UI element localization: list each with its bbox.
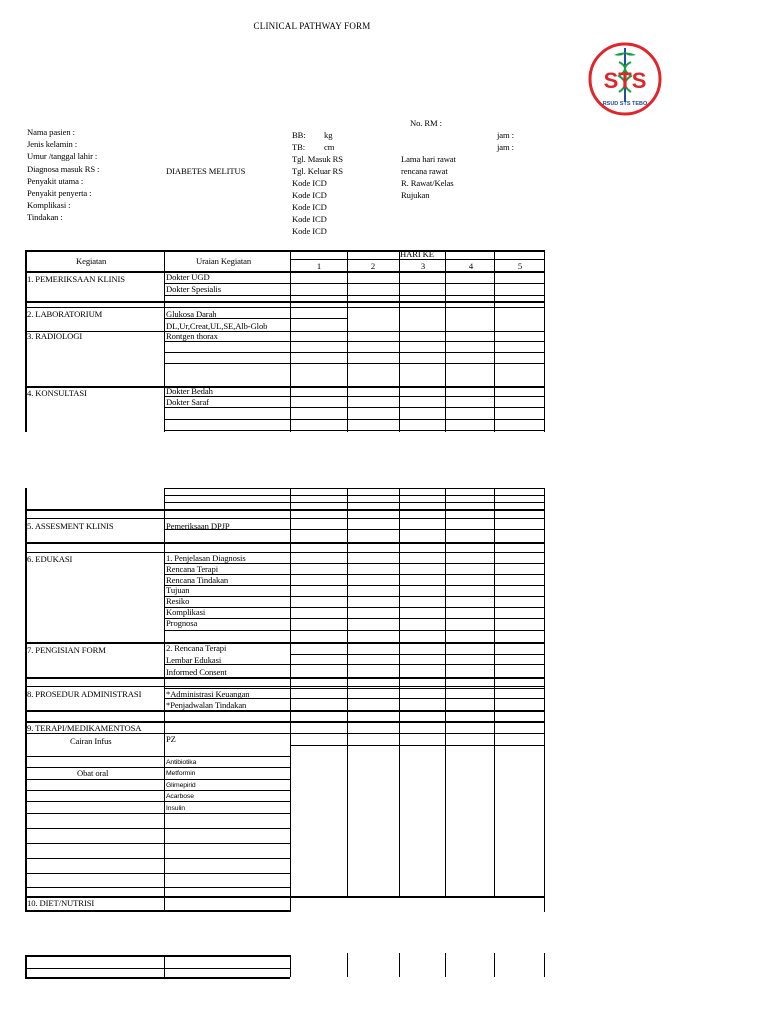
- patient-field-label: Umur /tanggal lahir :: [27, 151, 98, 162]
- item-pemeriksaan-dpjp: Pemeriksaan DPJP: [166, 521, 230, 531]
- grid-line: [25, 386, 544, 388]
- grid-line: [164, 396, 544, 397]
- patient-field-label: Penyakit penyerta :: [27, 188, 92, 198]
- grid-line: [25, 552, 544, 553]
- grid-line: [290, 318, 347, 319]
- diagnosis-value: DIABETES MELITUS: [166, 166, 246, 176]
- jam-label-1: jam :: [497, 130, 514, 140]
- logo-mark: STS: [603, 68, 647, 93]
- grid-line: [25, 977, 290, 979]
- item-dokter-spesialis: Dokter Spesialis: [166, 284, 221, 294]
- grid-line: [494, 488, 495, 896]
- grid-line: [164, 618, 544, 619]
- patient-right-label: Lama hari rawat: [401, 154, 456, 164]
- edukasi-item: 1. Penjelasan Diagnosis: [166, 553, 246, 563]
- day-3: 3: [420, 261, 426, 271]
- label-cairan-infus: Cairan Infus: [70, 736, 112, 746]
- obat-oral-item: Metformin: [166, 770, 196, 778]
- grid-line: [25, 271, 544, 273]
- grid-line: [25, 858, 290, 859]
- patient-field-label: Komplikasi :: [27, 200, 71, 211]
- grid-line: [347, 250, 348, 432]
- bb-unit: kg: [324, 130, 333, 140]
- grid-line: [164, 563, 544, 564]
- edukasi-item: Rencana Tindakan: [166, 574, 229, 585]
- item-glukosa-darah: Glukosa Darah: [166, 309, 217, 319]
- grid-line: [164, 283, 544, 284]
- col-header-uraian: Uraian Kegiatan: [196, 256, 252, 266]
- grid-line: [164, 585, 544, 586]
- grid-line: [164, 596, 544, 597]
- grid-line: [164, 250, 165, 432]
- patient-field-label: Diagnosa masuk RS :: [27, 163, 100, 174]
- grid-line: [25, 518, 544, 519]
- item-dokter-ugd: Dokter UGD: [166, 272, 210, 282]
- section-konsultasi: 4. KONSULTASI: [27, 388, 87, 398]
- section-diet-nutrisi: 10. DIET/NUTRISI: [27, 898, 95, 908]
- grid-line: [290, 745, 544, 746]
- grid-line: [164, 341, 544, 342]
- grid-line: [25, 955, 27, 977]
- edukasi-item: Resiko: [166, 596, 190, 607]
- grid-line: [25, 813, 290, 814]
- form-title: CLINICAL PATHWAY FORM: [253, 21, 371, 31]
- grid-line: [164, 607, 544, 608]
- grid-line: [164, 363, 544, 364]
- edukasi-item: Prognosa: [166, 617, 198, 628]
- grid-line: [164, 488, 544, 489]
- section-radiologi: 3. RADIOLOGI: [27, 331, 83, 341]
- grid-line: [25, 801, 290, 802]
- grid-line: [25, 828, 290, 829]
- obat-oral-item: Antibiotika: [166, 759, 197, 766]
- patient-right-label: Rujukan: [401, 190, 430, 200]
- col-header-hari-ke: HARI KE: [400, 249, 434, 259]
- grid-line: [445, 953, 446, 977]
- grid-line: [25, 779, 290, 780]
- grid-line: [25, 756, 290, 757]
- grid-line: [25, 873, 290, 874]
- grid-line: [25, 542, 544, 544]
- day-4: 4: [468, 261, 474, 271]
- hospital-logo: [588, 42, 662, 116]
- grid-line: [25, 955, 290, 957]
- patient-right-label: rencana rawat: [401, 166, 448, 176]
- grid-line: [445, 250, 446, 432]
- grid-line: [25, 307, 544, 308]
- grid-line: [25, 250, 544, 252]
- patient-field-label: Penyakit utama :: [27, 175, 84, 186]
- grid-line: [25, 790, 290, 791]
- day-5: 5: [517, 261, 523, 271]
- grid-line: [25, 733, 544, 734]
- grid-line: [290, 488, 291, 912]
- patient-mid-label: Kode ICD: [292, 202, 327, 212]
- section-terapi-medikamentosa: 9. TERAPI/MEDIKAMENTOSA: [27, 723, 142, 733]
- grid-line: [347, 488, 348, 896]
- grid-line: [164, 955, 165, 977]
- patient-mid-label: Tgl. Keluar RS: [292, 166, 343, 176]
- day-2: 2: [370, 261, 376, 271]
- grid-line: [25, 686, 544, 687]
- patient-field-label: Nama pasien :: [27, 127, 75, 137]
- jam-label-2: jam :: [497, 142, 514, 152]
- section-laboratorium: 2. LABORATORIUM: [27, 309, 103, 319]
- obat-oral-item: Glimepirid: [166, 781, 196, 789]
- item-rencana-terapi-2: 2. Rencana Terapi: [166, 643, 227, 653]
- day-1: 1: [316, 261, 322, 271]
- section-pengisian-form: 7. PENGISIAN FORM: [27, 645, 106, 655]
- section-prosedur-administrasi: 8. PROSEDUR ADMINISTRASI: [27, 689, 142, 699]
- patient-field-label: Jenis kelamin :: [27, 139, 78, 150]
- grid-line: [25, 488, 27, 912]
- grid-line: [164, 352, 544, 353]
- item-dokter-bedah: Dokter Bedah: [166, 386, 213, 396]
- grid-line: [544, 953, 545, 977]
- grid-line: [164, 630, 544, 631]
- grid-line: [399, 953, 400, 977]
- grid-line: [25, 331, 544, 332]
- edukasi-item: Rencana Terapi: [166, 563, 218, 574]
- grid-line: [25, 843, 290, 844]
- item-administrasi-keuangan: *Administrasi Keuangan: [166, 689, 250, 699]
- no-rm-label: No. RM :: [410, 118, 442, 128]
- grid-line: [164, 419, 544, 420]
- edukasi-item: Tujuan: [166, 585, 190, 596]
- obat-oral-item: Acarbose: [166, 793, 194, 801]
- grid-line: [25, 968, 290, 969]
- grid-line: [164, 407, 544, 408]
- item-lab-panel: DL,Ur,Creat,UL,SE,Alb-Glob: [166, 321, 268, 331]
- section-assesment-klinis: 5. ASSESMENT KLINIS: [27, 521, 114, 531]
- grid-line: [25, 896, 544, 898]
- grid-line: [25, 642, 544, 644]
- section-edukasi: 6. EDUKASI: [27, 554, 73, 564]
- grid-line: [164, 430, 544, 431]
- obat-oral-item: Insulin: [166, 804, 185, 812]
- patient-mid-label: Kode ICD: [292, 178, 327, 188]
- grid-line: [25, 710, 544, 712]
- grid-line: [494, 250, 495, 432]
- patient-field-label: Tindakan :: [27, 212, 63, 223]
- item-informed-consent: Informed Consent: [166, 667, 227, 677]
- logo-text: RSUD STS TEBO: [602, 101, 648, 107]
- item-penjadwalan-tindakan: *Penjadwalan Tindakan: [166, 700, 247, 710]
- patient-mid-label: Tgl. Masuk RS: [292, 154, 343, 164]
- grid-line: [290, 654, 544, 655]
- grid-line: [25, 767, 290, 768]
- patient-mid-label: Kode ICD: [292, 190, 327, 200]
- grid-line: [290, 259, 544, 260]
- grid-line: [445, 488, 446, 896]
- grid-line: [544, 250, 545, 432]
- col-header-kegiatan: Kegiatan: [76, 256, 107, 266]
- grid-line: [164, 495, 544, 496]
- tb-unit: cm: [324, 142, 335, 152]
- patient-right-label: R. Rawat/Kelas: [401, 178, 454, 188]
- grid-line: [544, 488, 545, 912]
- grid-line: [25, 887, 290, 888]
- item-pz: PZ: [166, 734, 176, 744]
- patient-mid-label: Kode ICD: [292, 226, 327, 236]
- item-lembar-edukasi: Lembar Edukasi: [166, 655, 222, 665]
- grid-line: [494, 953, 495, 977]
- grid-line: [399, 488, 400, 896]
- section-pemeriksaan-klinis: 1. PEMERIKSAAN KLINIS: [27, 274, 125, 284]
- grid-line: [25, 677, 544, 679]
- label-obat-oral: Obat oral: [77, 768, 109, 778]
- item-dokter-saraf: Dokter Saraf: [166, 397, 209, 407]
- grid-line: [25, 509, 544, 511]
- grid-line: [399, 250, 400, 432]
- grid-line: [164, 295, 544, 296]
- grid-line: [164, 502, 544, 503]
- grid-line: [290, 250, 291, 432]
- grid-line: [25, 301, 544, 303]
- grid-line: [347, 953, 348, 977]
- edukasi-item: Komplikasi: [166, 607, 206, 617]
- grid-line: [25, 910, 290, 912]
- grid-line: [164, 488, 165, 912]
- grid-line: [290, 955, 291, 977]
- patient-mid-label: Kode ICD: [292, 214, 327, 224]
- bb-label: BB:: [292, 130, 306, 140]
- item-rontgen-thorax: Rontgen thorax: [166, 331, 218, 341]
- tb-label: TB:: [292, 142, 306, 152]
